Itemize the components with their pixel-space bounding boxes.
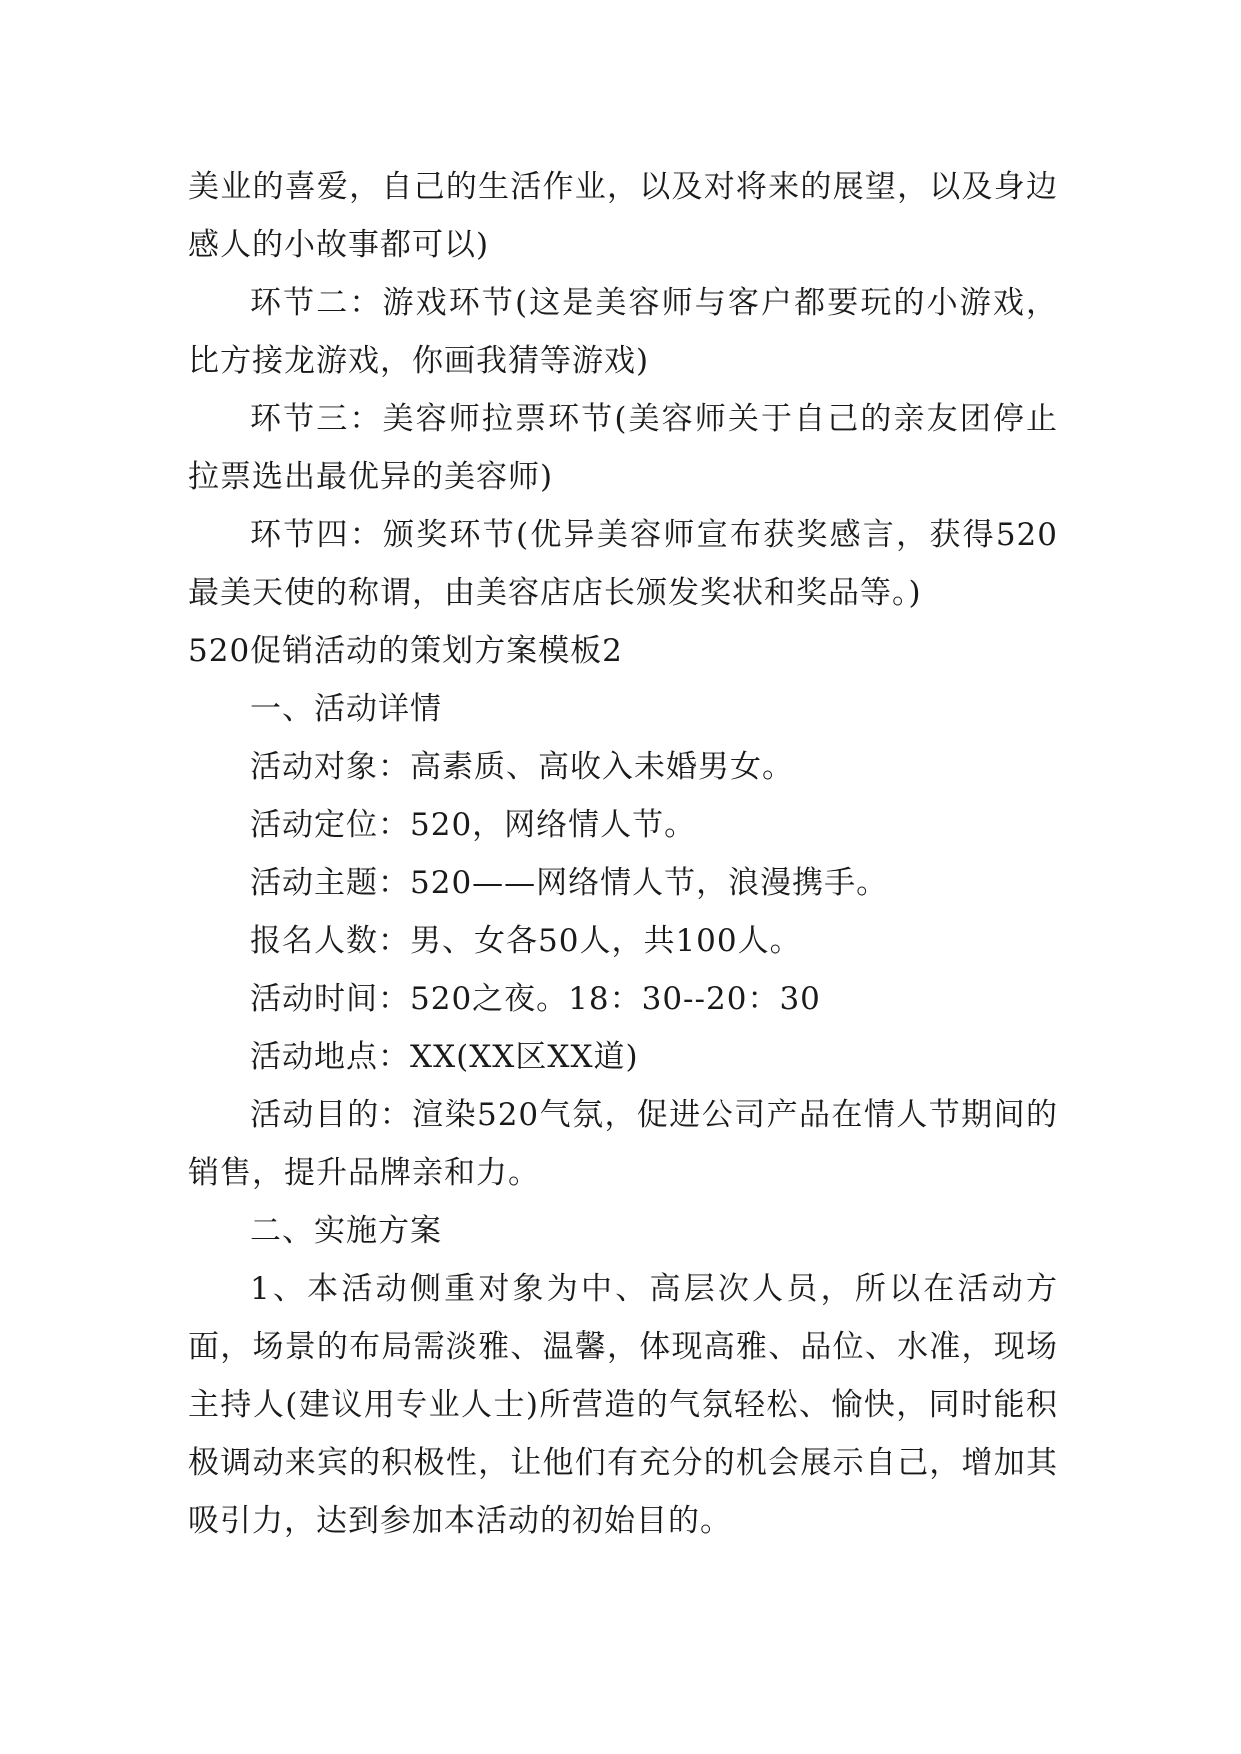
paragraph-step-two: 环节二：游戏环节(这是美容师与客户都要玩的小游戏，比方接龙游戏，你画我猜等游戏) <box>188 285 1058 379</box>
document-body <box>188 158 1058 1550</box>
paragraph-activity-target: 活动对象：高素质、高收入未婚男女。 <box>250 749 794 785</box>
paragraph-activity-purpose: 活动目的：渲染520气氛，促进公司产品在情人节期间的销售，提升品牌亲和力。 <box>188 1097 1058 1191</box>
paragraph-activity-theme: 活动主题：520——网络情人节，浪漫携手。 <box>250 865 889 901</box>
subheading-implementation-plan: 二、实施方案 <box>250 1213 442 1249</box>
paragraph-registration-count: 报名人数：男、女各50人，共100人。 <box>250 923 802 959</box>
paragraph-plan-item-one: 1、本活动侧重对象为中、高层次人员，所以在活动方面，场景的布局需淡雅、温馨，体现高雅、品位、水准，现场主持人(建议用专业人士)所营造的气氛轻松、愉快，同时能积极调动来宾的积极性，让他们有充分的机会展示自己，增加其吸引力，达到参加本活动的初始目的。 <box>188 1271 1058 1539</box>
section-heading: 520促销活动的策划方案模板2 <box>188 633 623 669</box>
paragraph-activity-positioning: 活动定位：520，网络情人节。 <box>250 807 697 843</box>
paragraph-activity-time: 活动时间：520之夜。18：30--20：30 <box>250 981 821 1017</box>
paragraph-step-three: 环节三：美容师拉票环节(美容师关于自己的亲友团停止拉票选出最优异的美容师) <box>188 401 1058 495</box>
paragraph-step-four: 环节四：颁奖环节(优异美容师宣布获奖感言，获得520最美天使的称谓，由美容店店长颁发奖状和奖品等。) <box>188 517 1058 611</box>
paragraph-continuation: 美业的喜爱，自己的生活作业，以及对将来的展望，以及身边感人的小故事都可以) <box>188 169 1058 263</box>
subheading-activity-details: 一、活动详情 <box>250 691 442 727</box>
paragraph-activity-location: 活动地点：XX(XX区XX道) <box>250 1039 639 1075</box>
